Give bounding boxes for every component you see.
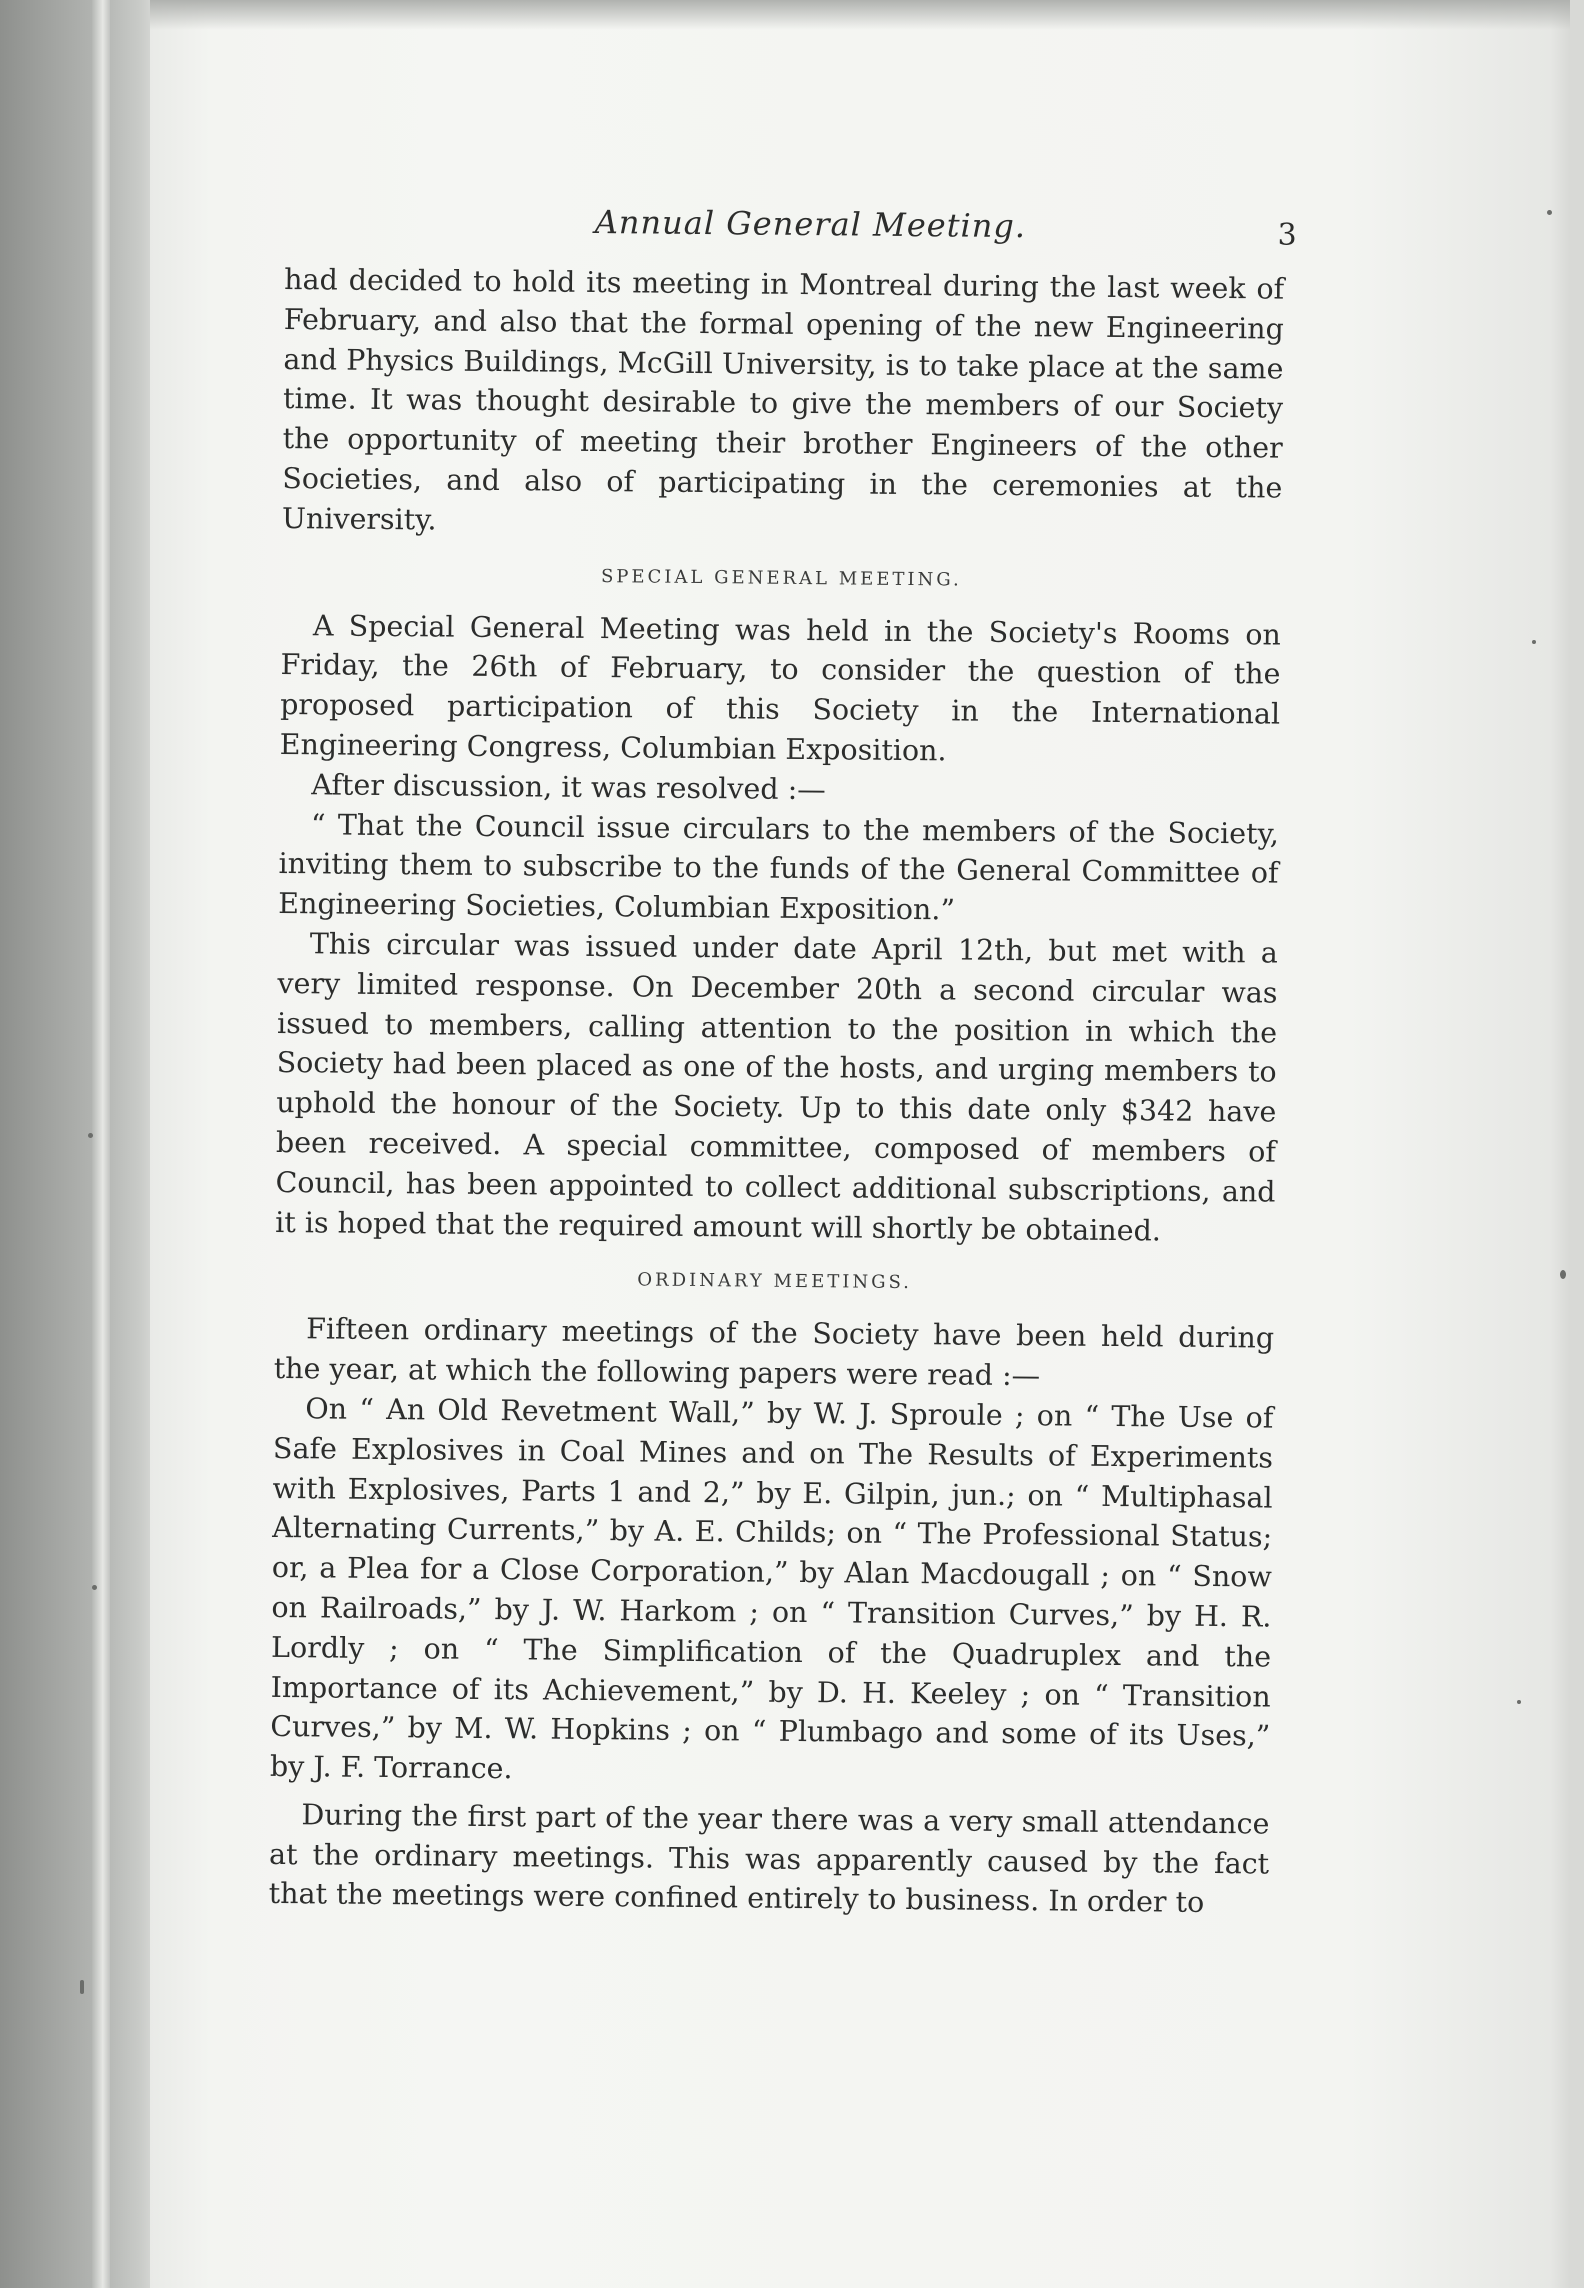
- paragraph: During the first part of the year there was a very small attendance at the ordinary meetings. This was apparently caused by the fact that the meetings were confined entirely to business. In order to: [268, 1798, 1270, 1920]
- paragraph: After discussion, it was resolved :—: [311, 768, 826, 806]
- page-number: 3: [1277, 217, 1297, 253]
- section-heading-ordinary: ORDINARY MEETINGS.: [637, 1269, 913, 1294]
- paragraph: A Special General Meeting was held in the Society's Rooms on Friday, the 26th of February, to consider the question of the proposed participation of this Society in the International Engineering Congress, Columbian Exposition.: [279, 608, 1282, 768]
- page-shadow: [150, 0, 1570, 30]
- book-spine: [92, 0, 110, 2288]
- resolution-quote: “ That the Council issue circulars to the members of the Society, inviting them to subscribe to the funds of the General Committee of Engineering Societies, Columbian Exposition.”: [278, 807, 1280, 927]
- paragraph: Fifteen ordinary meetings of the Society have been held during the year, at which the following papers were read :—: [273, 1312, 1275, 1393]
- paragraph: On “ An Old Revetment Wall,” by W. J. Sproule ; on “ The Use of Safe Explosives in Coal Mines and on The Results of Experiments with Explosives, Parts 1 and 2,” by E. Gilpin, jun.; on “ Multiphasal Alternating Currents,” by A. E. Childs; on “ The Professional Status; or, a Plea for a Close Corporation,” by Alan Macdougall ; on “ Snow on Railroads,” by J. W. Harkom ; on “ Transition Curves,” by H. R. Lordly ; on “ The Simplification of the Quadruplex and the Importance of its Achievement,” by D. H. Keeley ; on “ Transition Curves,” by M. W. Hopkins ; on “ Plumbago and some of its Uses,” by J. F. Torrance.: [269, 1392, 1274, 1786]
- paragraph-continued: had decided to hold its meeting in Montreal during the last week of February, and also that the formal opening of the new Engineering and Physics Buildings, McGill University, is to take place at the same time. It was thought desirable to give the members of our Society the opportunity of meeting their brother Engineers of the other Societies, and also of participating in the ceremonies at the University.: [281, 262, 1285, 537]
- running-head: [284, 200, 1297, 270]
- paragraph: This circular was issued under date April 12th, but met with a very limited response. On December 20th a second circular was issued to members, calling attention to the position in which the Society had been placed as one of the hosts, and urging members to uphold the honour of the Society. Up to this date only $342 have been received. A special committee, composed of members of Council, has been appointed to collect additional subscriptions, and it is hoped that the required amount will shortly be obtained.: [275, 927, 1278, 1247]
- section-heading-special: SPECIAL GENERAL MEETING.: [600, 565, 962, 591]
- running-title: Annual General Meeting.: [594, 202, 1027, 246]
- page-text: [268, 200, 1297, 1924]
